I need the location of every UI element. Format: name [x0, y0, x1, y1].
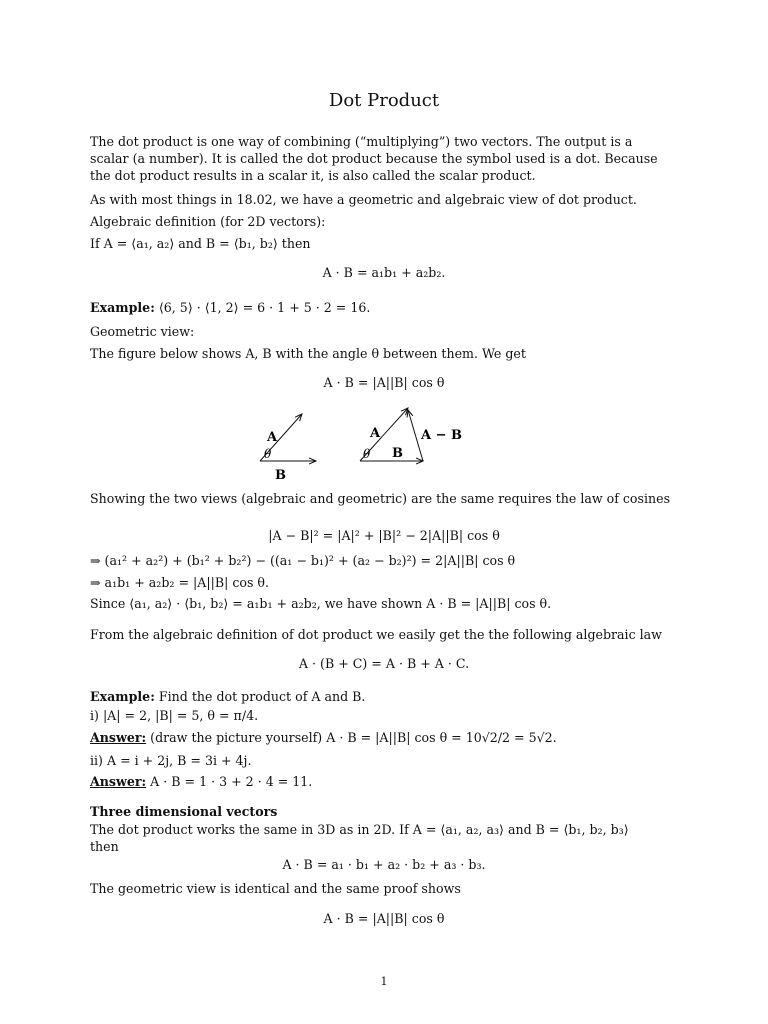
intro-line-3: the dot product results in a scalar it, is also called the scalar product. — [90, 168, 536, 183]
example-2-part-ii: ii) A = i + 2j, B = 3i + 4j. — [90, 753, 252, 768]
three-d-equation: A · B = a₁ · b₁ + a₂ · b₂ + a₃ · b₃. — [282, 857, 486, 872]
alg-def-equation: A · B = a₁b₁ + a₂b₂. — [322, 265, 446, 280]
figure-1-label-b: B — [275, 468, 286, 483]
figure-1-label-theta: θ — [264, 447, 272, 461]
page-number: 1 — [380, 975, 388, 988]
three-d-geo-equation: A · B = |A||B| cos θ — [323, 911, 445, 926]
page-title: Dot Product — [328, 90, 440, 111]
example-2-part-i: i) |A| = 2, |B| = 5, θ = π/4. — [90, 708, 259, 723]
figure-1-label-a: A — [267, 430, 278, 445]
law-step-2: ⇒ a₁b₁ + a₂b₂ = |A||B| cos θ. — [90, 575, 270, 590]
intro-line-1: The dot product is one way of combining (“multiplying”) two vectors. The output is a — [90, 134, 633, 149]
three-d-geo-text: The geometric view is identical and the same proof shows — [90, 881, 461, 896]
intro-line-2: scalar (a number). It is called the dot product because the symbol used is a dot. Because — [90, 151, 658, 166]
answer-label-2: Answer: — [90, 774, 147, 789]
alg-def-if: If A = ⟨a₁, a₂⟩ and B = ⟨b₁, b₂⟩ then — [90, 236, 311, 251]
example-2-part-ii-answer — [90, 773, 680, 790]
figure-2-label-theta: θ — [363, 447, 371, 461]
three-d-heading: Three dimensional vectors — [90, 804, 278, 819]
geo-text: The figure below shows A, B with the angle θ between them. We get — [90, 346, 526, 361]
alg-def-heading: Algebraic definition (for 2D vectors): — [90, 214, 326, 229]
figure-2-label-b: B — [392, 446, 403, 461]
law-step-1: ⇒ (a₁² + a₂²) + (b₁² + b₂²) − ((a₁ − b₁)² + (a₂ − b₂)²) = 2|A||B| cos θ — [90, 553, 516, 568]
figure-vectors-angle — [250, 405, 340, 485]
example-2-label: Example: — [90, 689, 155, 704]
law-of-cosines-equation: |A − B|² = |A|² + |B|² − 2|A||B| cos θ — [268, 528, 500, 543]
figure-2-label-a-minus-b: A − B — [421, 428, 463, 443]
example-2-text: Find the dot product of A and B. — [158, 689, 366, 704]
example-1 — [90, 299, 680, 316]
geo-heading: Geometric view: — [90, 324, 195, 339]
answer-1-text: (draw the picture yourself) A · B = |A||B| cos θ = 10√2/2 = 5√2. — [150, 730, 557, 745]
answer-2-text: A · B = 1 · 3 + 2 · 4 = 11. — [150, 774, 313, 789]
figure-triangle — [352, 400, 472, 470]
example-2-part-i-answer — [90, 729, 680, 746]
answer-label-1: Answer: — [90, 730, 147, 745]
three-d-text-1: The dot product works the same in 3D as in 2D. If A = ⟨a₁, a₂, a₃⟩ and B = ⟨b₁, b₂, b₃⟩ — [90, 822, 629, 837]
example-2 — [90, 688, 680, 705]
example-1-text: ⟨6, 5⟩ · ⟨1, 2⟩ = 6 · 1 + 5 · 2 = 16. — [158, 300, 371, 315]
three-d-text-2: then — [90, 839, 119, 854]
distributive-equation: A · (B + C) = A · B + A · C. — [298, 656, 470, 671]
law-since: Since ⟨a₁, a₂⟩ · ⟨b₁, b₂⟩ = a₁b₁ + a₂b₂, we have shown A · B = |A||B| cos θ. — [90, 596, 552, 611]
figure-2-label-a: A — [370, 426, 381, 441]
geo-alg-sentence: As with most things in 18.02, we have a geometric and algebraic view of dot product. — [90, 192, 637, 207]
example-1-label: Example: — [90, 300, 155, 315]
geo-equation: A · B = |A||B| cos θ — [323, 375, 445, 390]
distributive-intro: From the algebraic definition of dot product we easily get the the following algebraic law — [90, 627, 662, 642]
law-intro: Showing the two views (algebraic and geometric) are the same requires the law of cosines — [90, 491, 671, 506]
